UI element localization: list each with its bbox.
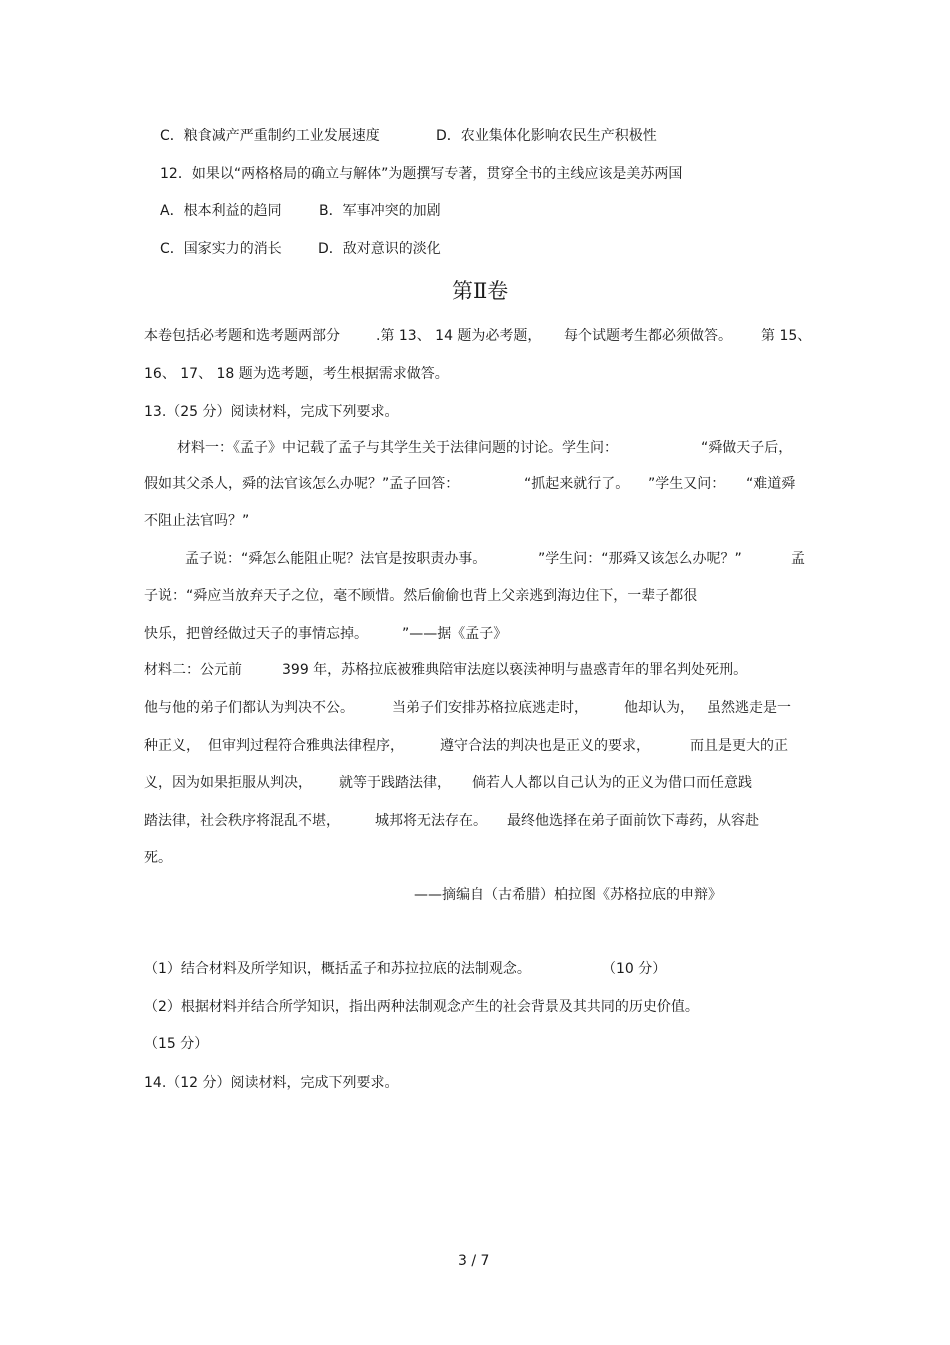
material1-text: 孟子说：“舜怎么能阻止呢？法官是按职责办事。 bbox=[185, 551, 487, 567]
section-intro-part: 本卷包括必考题和选考题两部分 bbox=[144, 328, 340, 344]
q11-option-d: D．农业集体化影响农民生产积极性 bbox=[436, 128, 657, 144]
material2-text: 倘若人人都以自己认为的正义为借口而任意践 bbox=[472, 775, 752, 791]
material2-text: 最终他选择在弟子面前饮下毒药，从容赴 bbox=[507, 813, 759, 829]
material2-text: 城邦将无法存在。 bbox=[375, 813, 487, 829]
material2-text: 义，因为如果拒服从判决， bbox=[144, 775, 312, 791]
material2-text: 虽然逃走是一 bbox=[707, 700, 791, 716]
material1-text: “抓起来就行了。 bbox=[524, 476, 630, 492]
q11-option-c: C．粮食减产严重制约工业发展速度 bbox=[160, 128, 380, 144]
material1-text: 假如其父杀人，舜的法官该怎么办呢？”孟子回答： bbox=[144, 476, 460, 492]
q13-subquestion-1: （1）结合材料及所学知识，概括孟子和苏拉拉底的法制观念。 bbox=[144, 961, 531, 977]
q13-subquestion-1-score: （10 分） bbox=[602, 961, 667, 977]
material1-text: ”学生又问： bbox=[648, 476, 726, 492]
material2-source: ——摘编自（古希腊）柏拉图《苏格拉底的申辩》 bbox=[414, 887, 722, 903]
q12-option-a: A．根本利益的趋同 bbox=[160, 203, 282, 219]
material2-text: 材料二：公元前 bbox=[144, 662, 242, 678]
material1-text: ”学生问：“那舜又该怎么办呢？” bbox=[538, 551, 742, 567]
material2-text: 399 年，苏格拉底被雅典陪审法庭以亵渎神明与蛊惑青年的罪名判处死刑。 bbox=[282, 662, 748, 678]
material1-text: 子说：“舜应当放弃天子之位，毫不顾惜。然后偷偷也背上父亲逃到海边住下，一辈子都很 bbox=[144, 588, 698, 604]
material1-text: 孟 bbox=[791, 551, 805, 567]
q12-stem: 12．如果以“两格格局的确立与解体”为题撰写专著，贯穿全书的主线应该是美苏两国 bbox=[160, 166, 683, 182]
material1-text: 快乐，把曾经做过天子的事情忘掉。 bbox=[144, 626, 368, 642]
material1-text: 材料一：《孟子》中记载了孟子与其学生关于法律问题的讨论。学生问： bbox=[177, 440, 618, 456]
material1-source: ”——据《孟子》 bbox=[402, 626, 508, 642]
material2-text: 种正义， bbox=[144, 738, 200, 754]
section-intro-part: 第 15、 bbox=[761, 328, 812, 344]
q12-option-c: C．国家实力的消长 bbox=[160, 241, 282, 257]
section-intro-part: .第 13、 14 题为必考题， bbox=[376, 328, 542, 344]
q13-stem: 13.（25 分）阅读材料，完成下列要求。 bbox=[144, 404, 399, 420]
material1-text: 不阻止法官吗？” bbox=[144, 513, 250, 529]
q12-option-b: B．军事冲突的加剧 bbox=[319, 203, 441, 219]
material2-text: 就等于践踏法律， bbox=[339, 775, 451, 791]
material2-text: 踏法律，社会秩序将混乱不堪， bbox=[144, 813, 340, 829]
q12-option-d: D．敌对意识的淡化 bbox=[318, 241, 441, 257]
q13-subquestion-2: （2）根据材料并结合所学知识，指出两种法制观念产生的社会背景及其共同的历史价值。 bbox=[144, 999, 699, 1015]
material2-text: 但审判过程符合雅典法律程序， bbox=[208, 738, 404, 754]
material2-text: 他与他的弟子们都认为判决不公。 bbox=[144, 700, 354, 716]
section-intro-line2: 16、 17、 18 题为选考题，考生根据需求做答。 bbox=[144, 366, 449, 382]
material2-text: 死。 bbox=[144, 850, 172, 866]
material1-text: “难道舜 bbox=[746, 476, 796, 492]
material1-text: “舜做天子后， bbox=[701, 440, 793, 456]
material2-text: 遵守合法的判决也是正义的要求， bbox=[440, 738, 650, 754]
page-number: 3 / 7 bbox=[458, 1253, 490, 1269]
section-intro-part: 每个试题考生都必须做答。 bbox=[564, 328, 732, 344]
material2-text: 他却认为， bbox=[624, 700, 694, 716]
q13-subquestion-2-score: （15 分） bbox=[144, 1036, 209, 1052]
section-title: 第Ⅱ卷 bbox=[452, 279, 509, 303]
material2-text: 而且是更大的正 bbox=[690, 738, 788, 754]
material2-text: 当弟子们安排苏格拉底逃走时， bbox=[392, 700, 588, 716]
q14-stem: 14.（12 分）阅读材料，完成下列要求。 bbox=[144, 1075, 399, 1091]
